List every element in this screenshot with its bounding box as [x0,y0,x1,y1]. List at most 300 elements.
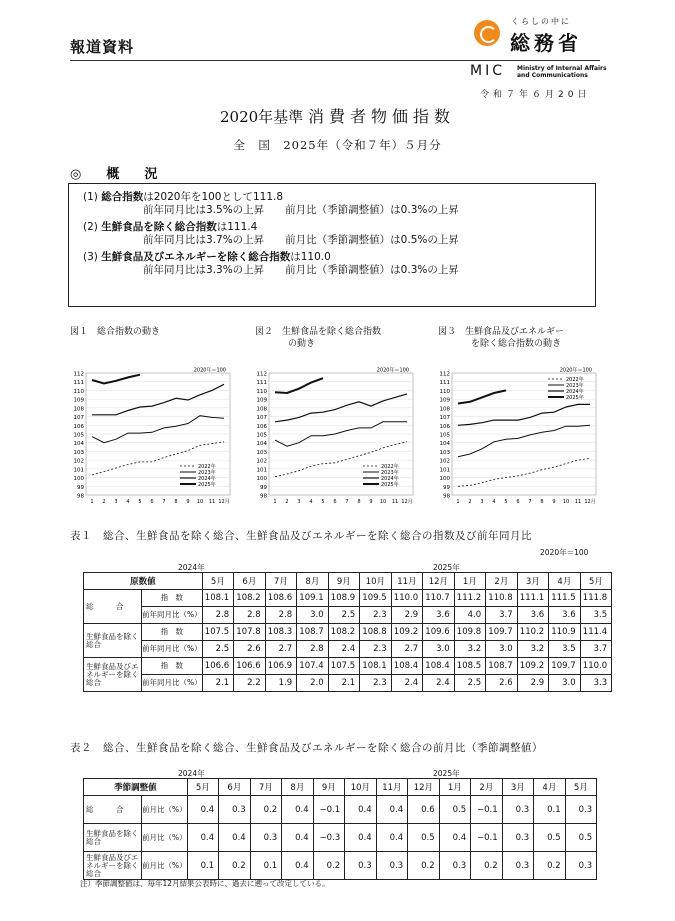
mom-cell: −0.3 [313,824,345,852]
legend-label: 2024年 [198,476,216,482]
index-cell: 108.8 [360,624,392,641]
x-tick-label: 5 [138,499,142,505]
index-cell: 109.2 [517,658,549,675]
y-tick-label: 105 [73,432,84,439]
index-cell: 109.1 [297,590,329,607]
mom-cell: 0.2 [313,852,345,880]
mom-cell: 0.6 [408,796,440,824]
legend-label: 2025年 [381,482,399,488]
yoy-cell: 2.8 [234,607,266,624]
x-tick-label: 6 [516,499,520,505]
y-tick-label: 107 [73,415,84,422]
month-header: 3月 [517,573,549,590]
month-header: 5月 [187,779,219,796]
y-tick-label: 102 [439,458,450,465]
index-cell: 107.5 [202,624,234,641]
month-header: 9月 [328,573,360,590]
yoy-cell: 3.6 [517,607,549,624]
mom-cell: 0.5 [565,824,597,852]
x-tick-label: 9 [552,499,556,505]
mom-label: 前月比（%） [142,796,188,824]
yoy-cell: 2.5 [202,641,234,658]
yoy-cell: 3.0 [423,641,455,658]
y-tick-label: 110 [256,388,267,395]
mom-cell: −0.1 [471,824,503,852]
index-cell: 107.8 [234,624,266,641]
overview-item-3: (3) 生鮮食品及びエネルギーを除く総合指数は110.0 [83,251,331,263]
yoy-cell: 3.6 [549,607,581,624]
mom-cell: 0.3 [502,852,534,880]
index-cell: 107.4 [297,658,329,675]
yoy-cell: 2.3 [360,675,392,692]
index-cell: 111.2 [454,590,486,607]
mom-cell: 0.3 [502,796,534,824]
y-tick-label: 111 [256,380,267,387]
index-cell: 110.0 [391,590,423,607]
yoy-label: 前年同月比（%） [142,641,203,658]
month-header: 11月 [376,779,408,796]
yoy-cell: 2.4 [391,675,423,692]
index-cell: 111.8 [580,590,612,607]
x-tick-label: 5 [504,499,508,505]
mom-cell: 0.4 [282,852,314,880]
row-category: 生鮮食品を除く総合 [84,824,142,852]
row-category: 生鮮食品及びエネルギーを除く総合 [84,852,142,880]
index-cell: 108.9 [328,590,360,607]
table-2-caption: 表２ 総合、生鮮食品を除く総合、生鮮食品及びエネルギーを除く総合の前月比（季節調整値） [70,742,543,754]
x-tick-label: 3 [480,499,484,505]
month-header: 10月 [345,779,377,796]
y-tick-label: 102 [73,458,84,465]
yoy-cell: 2.6 [234,641,266,658]
index-cell: 109.7 [549,658,581,675]
y-tick-label: 109 [439,397,450,404]
yoy-cell: 3.2 [454,641,486,658]
yoy-cell: 3.6 [423,607,455,624]
yoy-cell: 3.2 [517,641,549,658]
y-tick-label: 112 [256,371,267,378]
month-header: 8月 [282,779,314,796]
index-cell: 110.2 [517,624,549,641]
mom-cell: 0.2 [471,852,503,880]
mom-cell: 0.2 [534,852,566,880]
y-tick-label: 110 [73,388,84,395]
index-cell: 109.7 [486,624,518,641]
table-row [84,675,612,692]
month-header: 5月 [580,573,612,590]
yoy-cell: 2.9 [517,675,549,692]
table-2-year-2025: 2025年 [433,769,460,778]
y-tick-label: 104 [256,441,267,448]
index-cell: 108.5 [454,658,486,675]
yoy-cell: 2.7 [391,641,423,658]
x-tick-label: 1 [273,499,277,505]
mom-cell: 0.3 [376,852,408,880]
mom-cell: 0.4 [282,824,314,852]
mom-label: 前月比（%） [142,824,188,852]
yoy-cell: 2.8 [297,641,329,658]
yoy-cell: 2.1 [328,675,360,692]
index-cell: 109.8 [454,624,486,641]
yoy-cell: 2.8 [202,607,234,624]
chart-1 [70,365,240,510]
mom-cell: 0.2 [250,796,282,824]
index-label: 指 数 [142,658,203,675]
x-tick-label: 7 [528,499,532,505]
overview-item-1: (1) 総合指数は2020年を100として111.8 [83,191,284,203]
month-header: 5月 [202,573,234,590]
x-tick-label: 8 [174,499,178,505]
yoy-cell: 3.5 [549,641,581,658]
y-tick-label: 106 [439,423,450,430]
month-header: 2月 [486,573,518,590]
base-label: 2020年＝100 [376,367,409,374]
legend-label: 2022年 [566,377,584,383]
yoy-cell: 3.7 [486,607,518,624]
index-cell: 108.4 [423,658,455,675]
base-label: 2020年＝100 [193,367,226,374]
table-corner: 原数値 [84,573,203,590]
y-tick-label: 109 [256,397,267,404]
index-cell: 107.5 [328,658,360,675]
x-tick-label: 11 [574,499,582,505]
index-label: 指 数 [142,624,203,641]
y-tick-label: 101 [256,467,267,474]
mom-cell: 0.3 [219,796,251,824]
y-tick-label: 111 [439,380,450,387]
month-header: 2月 [471,779,503,796]
series-line [92,416,224,443]
y-tick-label: 107 [439,415,450,422]
mom-cell: −0.1 [313,796,345,824]
series-line [275,378,323,393]
y-tick-label: 98 [443,493,450,500]
table-header-row [84,779,597,796]
x-tick-label: 2 [102,499,106,505]
yoy-cell: 2.4 [328,641,360,658]
index-cell: 108.1 [360,658,392,675]
index-cell: 106.6 [202,658,234,675]
table-header-row [84,573,612,590]
mic-english [517,65,607,79]
row-category: 総 合 [84,796,142,824]
mom-cell: 0.4 [376,824,408,852]
mom-cell: 0.3 [565,852,597,880]
y-tick-label: 107 [256,415,267,422]
index-cell: 106.6 [234,658,266,675]
y-tick-label: 102 [256,458,267,465]
yoy-cell: 3.0 [549,675,581,692]
y-tick-label: 100 [256,476,267,483]
legend-label: 2024年 [381,476,399,482]
x-tick-label: 8 [540,499,544,505]
mic-english-line-1: Ministry of Internal Affairs [517,65,607,72]
y-tick-label: 111 [73,380,84,387]
yoy-cell: 3.0 [486,641,518,658]
yoy-cell: 3.3 [580,675,612,692]
index-cell: 111.5 [549,590,581,607]
y-tick-label: 101 [439,467,450,474]
month-header: 1月 [454,573,486,590]
month-header: 9月 [313,779,345,796]
yoy-cell: 2.8 [265,607,297,624]
x-tick-label: 3 [297,499,301,505]
x-tick-label: 4 [126,499,130,505]
mom-cell: 0.1 [534,796,566,824]
x-tick-label: 9 [186,499,190,505]
legend-label: 2023年 [198,470,216,476]
x-tick-label: 11 [208,499,216,505]
table-row [84,796,597,824]
page-subtitle: 全 国 2025年（令和７年）５月分 [233,138,442,152]
index-cell: 110.7 [423,590,455,607]
series-line [458,404,590,425]
mom-cell: 0.4 [345,796,377,824]
mom-cell: 0.5 [534,824,566,852]
index-cell: 108.6 [265,590,297,607]
table-1 [83,572,612,692]
y-tick-label: 106 [73,423,84,430]
index-cell: 109.6 [423,624,455,641]
yoy-cell: 1.9 [265,675,297,692]
series-line [458,390,506,403]
series-line [92,375,140,384]
mom-cell: 0.3 [439,852,471,880]
month-header: 8月 [297,573,329,590]
x-tick-label: 4 [492,499,496,505]
series-line [458,458,590,486]
table-row [84,607,612,624]
index-cell: 108.7 [486,658,518,675]
table-1-base: 2020年＝100 [540,548,589,557]
mom-cell: 0.3 [250,824,282,852]
figure-2-title: 図２ 生鮮食品を除く総合指数 の動き [255,327,382,349]
x-tick-label: 6 [333,499,337,505]
mom-cell: 0.4 [282,796,314,824]
month-header: 7月 [250,779,282,796]
x-tick-label: 7 [162,499,166,505]
month-header: 6月 [219,779,251,796]
table-2-note: 注）季節調整値は、毎年12月結果公表時に、過去に遡って改定している。 [80,879,330,888]
index-label: 指 数 [142,590,203,607]
x-tick-label: 3 [114,499,118,505]
index-cell: 108.1 [202,590,234,607]
table-row [84,824,597,852]
table-1-year-2025: 2025年 [433,563,460,572]
y-tick-label: 99 [77,484,84,491]
mom-cell: −0.1 [471,796,503,824]
legend-label: 2025年 [566,395,584,401]
mom-cell: 0.4 [187,824,219,852]
y-tick-label: 112 [73,371,84,378]
legend-label: 2023年 [381,470,399,476]
mom-cell: 0.4 [376,796,408,824]
month-header: 3月 [502,779,534,796]
y-tick-label: 110 [439,388,450,395]
index-cell: 109.2 [391,624,423,641]
y-tick-label: 103 [256,449,267,456]
y-tick-label: 104 [439,441,450,448]
index-cell: 108.4 [391,658,423,675]
logo-tagline: くらしの中に [511,17,571,26]
y-tick-label: 104 [73,441,84,448]
legend-label: 2024年 [566,389,584,395]
y-tick-label: 98 [77,493,84,500]
y-tick-label: 108 [439,406,450,413]
y-tick-label: 109 [73,397,84,404]
yoy-cell: 2.3 [360,607,392,624]
mom-label: 前月比（%） [142,852,188,880]
mom-cell: 0.4 [439,824,471,852]
legend-label: 2023年 [566,383,584,389]
release-label: 報道資料 [70,38,135,56]
x-tick-label: 2 [468,499,472,505]
header-divider [70,60,600,61]
yoy-cell: 2.3 [360,641,392,658]
x-tick-label: 11 [391,499,399,505]
mic-mark: MIC [470,63,505,79]
row-category: 生鮮食品を除く総合 [84,624,142,658]
table-row [84,852,597,880]
table-row [84,658,612,675]
base-label: 2020年＝100 [559,367,592,374]
index-cell: 106.9 [265,658,297,675]
yoy-cell: 2.4 [423,675,455,692]
x-tick-label: 10 [379,499,387,505]
table-2-year-2024: 2024年 [178,769,205,778]
y-tick-label: 99 [260,484,267,491]
table-row [84,641,612,658]
x-tick-label: 10 [196,499,204,505]
overview-box [68,183,596,307]
chart-3 [436,365,606,510]
release-date: 令和７年６月20日 [480,90,591,100]
y-tick-label: 98 [260,493,267,500]
month-header: 7月 [265,573,297,590]
x-tick-label: 8 [357,499,361,505]
mom-cell: 0.1 [187,852,219,880]
mom-cell: 0.3 [502,824,534,852]
index-cell: 111.4 [580,624,612,641]
y-tick-label: 112 [439,371,450,378]
index-cell: 111.1 [517,590,549,607]
x-tick-label: 12月 [218,499,230,505]
y-tick-label: 99 [443,484,450,491]
x-tick-label: 12月 [584,499,596,505]
table-2 [83,778,597,880]
yoy-cell: 3.5 [580,607,612,624]
mom-cell: 0.2 [219,852,251,880]
month-header: 11月 [391,573,423,590]
legend-label: 2022年 [381,464,399,470]
index-cell: 108.2 [234,590,266,607]
legend-label: 2025年 [198,482,216,488]
legend-label: 2022年 [198,464,216,470]
month-header: 10月 [360,573,392,590]
x-tick-label: 1 [456,499,460,505]
chart-2 [253,365,423,510]
index-cell: 110.0 [580,658,612,675]
month-header: 1月 [439,779,471,796]
y-tick-label: 105 [256,432,267,439]
x-tick-label: 1 [90,499,94,505]
x-tick-label: 10 [562,499,570,505]
y-tick-label: 100 [439,476,450,483]
yoy-label: 前年同月比（%） [142,607,203,624]
row-category: 総 合 [84,590,142,624]
index-cell: 110.8 [486,590,518,607]
mom-cell: 0.4 [187,796,219,824]
logo-name: 総務省 [510,31,582,55]
x-tick-label: 6 [150,499,154,505]
table-row [84,590,612,607]
y-tick-label: 108 [256,406,267,413]
month-header: 5月 [565,779,597,796]
table-corner: 季節調整値 [84,779,188,796]
y-tick-label: 106 [256,423,267,430]
month-header: 12月 [423,573,455,590]
mom-cell: 0.4 [219,824,251,852]
yoy-cell: 3.7 [580,641,612,658]
x-tick-label: 4 [309,499,313,505]
index-cell: 110.9 [549,624,581,641]
mom-cell: 0.3 [565,796,597,824]
y-tick-label: 105 [439,432,450,439]
series-line [458,425,590,456]
month-header: 4月 [534,779,566,796]
y-tick-label: 100 [73,476,84,483]
y-tick-label: 103 [439,449,450,456]
yoy-cell: 2.5 [454,675,486,692]
index-cell: 108.2 [328,624,360,641]
yoy-cell: 2.5 [328,607,360,624]
overview-item-2: (2) 生鮮食品を除く総合指数は111.4 [83,221,258,233]
yoy-cell: 2.7 [265,641,297,658]
title-prefix: 2020年基準 [220,108,304,126]
yoy-cell: 2.2 [234,675,266,692]
overview-item-2-detail: 前年同月比は3.7%の上昇 前月比（季節調整値）は0.5%の上昇 [143,234,459,246]
index-cell: 109.5 [360,590,392,607]
yoy-cell: 2.9 [391,607,423,624]
month-header: 12月 [408,779,440,796]
y-tick-label: 101 [73,467,84,474]
x-tick-label: 9 [369,499,373,505]
mom-cell: 0.3 [345,852,377,880]
mom-cell: 0.5 [439,796,471,824]
table-1-year-2024: 2024年 [178,563,205,572]
yoy-cell: 2.6 [486,675,518,692]
y-tick-label: 103 [73,449,84,456]
overview-item-3-detail: 前年同月比は3.3%の上昇 前月比（季節調整値）は0.3%の上昇 [143,264,459,276]
yoy-label: 前年同月比（%） [142,675,203,692]
yoy-cell: 4.0 [454,607,486,624]
title-main: 消費者物価指数 [307,107,455,126]
table-row [84,624,612,641]
overview-heading: ◎ 概 況 [70,167,164,182]
figure-3-title: 図３ 生鮮食品及びエネルギー を除く総合指数の動き [438,327,565,349]
yoy-cell: 2.1 [202,675,234,692]
x-tick-label: 2 [285,499,289,505]
month-header: 6月 [234,573,266,590]
row-category: 生鮮食品及びエネルギーを除く総合 [84,658,142,692]
x-tick-label: 5 [321,499,325,505]
overview-item-1-detail: 前年同月比は3.5%の上昇 前月比（季節調整値）は0.3%の上昇 [143,204,459,216]
mom-cell: 0.5 [408,824,440,852]
month-header: 4月 [549,573,581,590]
index-cell: 108.7 [297,624,329,641]
y-tick-label: 108 [73,406,84,413]
yoy-cell: 3.0 [297,607,329,624]
